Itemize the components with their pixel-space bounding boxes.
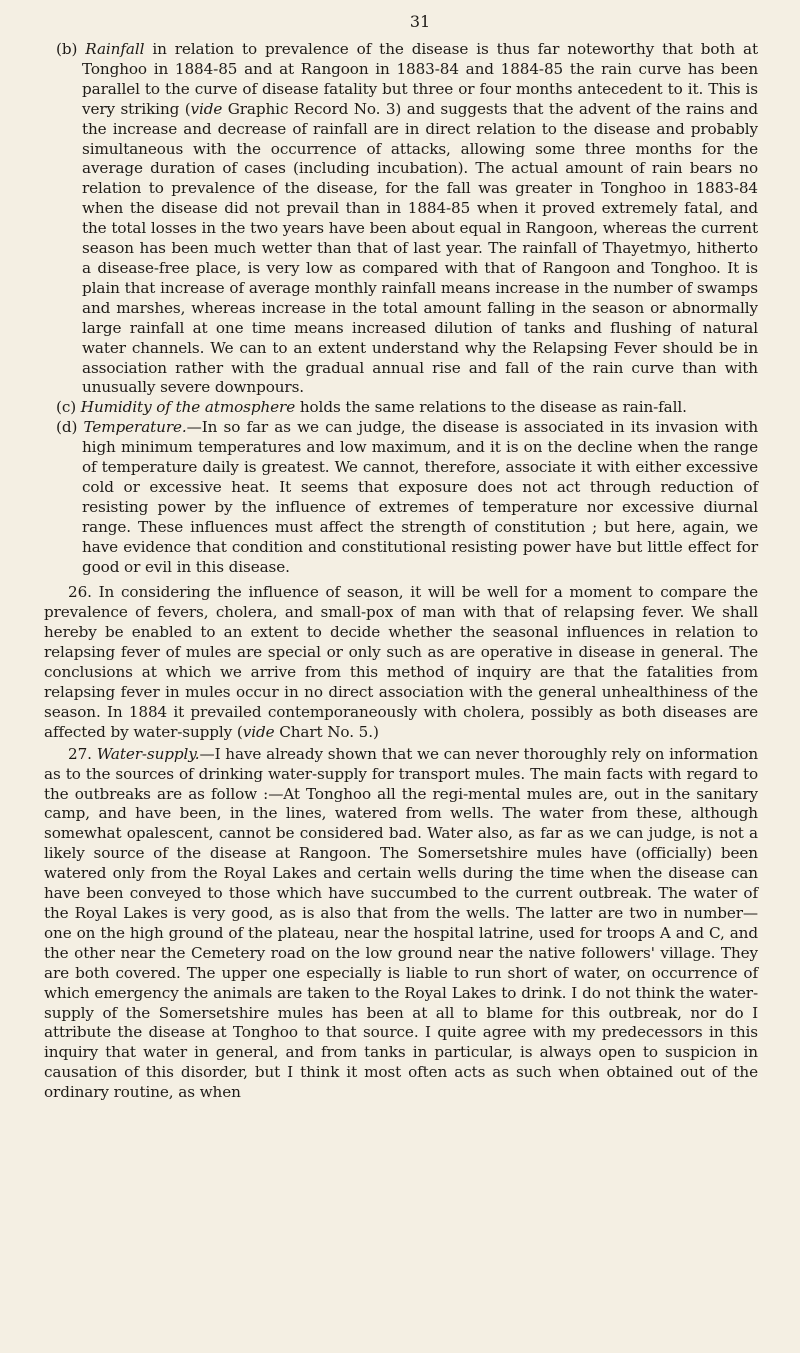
paragraph-c-humidity bbox=[56, 398, 758, 418]
season-text-1: 26. In considering the influence of season, it will be well for a moment to compare the prevalence of fevers, cholera, and small-pox of man with that of relapsing fever. We shall hereby be enabled to an extent to decide whether the seasonal influences in relation to relapsing fever of mules are special or only such as are operative in disease in general. The conclusions at which we arrive from this method of inquiry are that the fatalities from relapsing fever in mules occur in no direct association with the general unhealthiness of the season. In 1884 it prevailed contemporaneously with cholera, possibly as both diseases are affected by water-supply ( bbox=[44, 583, 758, 741]
rainfall-text-2: Graphic Record No. 3) and suggests that the advent of the rains and the increase and decrease of rainfall are in direct relation to the disease and probably simultaneous with the occurrence of attacks, allowing some three months for the average duration of cases (including incubation). The actual amount of rain bears no relation to prevalence of the disease, for the fall was greater in Tonghoo in 1883-84 when the disease did not prevail than in 1884-85 when it proved extremely fatal, and the total losses in the two years have been about equal in Rangoon, whereas the current season has been much wetter than that of last year. The rainfall of Thayetmyo, hitherto a disease-free place, is very low as compared with that of Rangoon and Tonghoo. It is plain that increase of average monthly rainfall means increase in the number of swamps and marshes, whereas increase in the total amount falling in the season or abnormally large rainfall at one time means increased dilution of tanks and flushing of natural water channels. We can to an extent understand why the Relapsing Fever should be in association rather with the gradual annual rise and fall of the rain curve than with unusually severe downpours. bbox=[82, 99, 758, 397]
item-label-b: (b) bbox=[56, 40, 78, 58]
temperature-text: —In so far as we can judge, the disease is associated in its invasion with high minimum temperatures and low maximum, and it is on the decline when the range of temperature daily is greatest. We cannot, therefore, associate it with either excessive cold or excessive heat. It seems that exposure does not act through reduction of resisting power by the influence of extremes of temperature nor excessive diurnal range. These influences must affect the strength of constitution ; but here, again, we have evidence that condition and constitutional resisting power have but little effect for good or evil in this disease. bbox=[82, 418, 759, 576]
paragraph-b-rainfall bbox=[56, 40, 759, 398]
heading-water-supply: Water-supply. bbox=[96, 744, 200, 763]
paragraph-27-number: 27. bbox=[68, 744, 97, 763]
water-supply-text: —I have already shown that we can never thoroughly rely on information as to the sources of drinking water-supply for transport mules. The main facts with regard to the outbreaks are as follow :—At Tonghoo all the regi-mental mules are, out in the sanitary camp, and have been, in the lines, watered from wells. The water from these, although somewhat opalescent, cannot be considered bad. Water also, as far as we can judge, is not a likely source of the disease at Rangoon. The Somersetshire mules have (officially) been watered only from the Royal Lakes and certain wells during the time when the disease can have been conveyed to those which have succumbed to the current outbreak. The water of the Royal Lakes is very good, as is also that from the wells. The latter are two in number—one on the high ground of the plateau, near the hospital latrine, used for troops A and C, and the other near the Cemetery road on the low ground near the native followers' village. They are both covered. The upper one especially is liable to run short of water, on occurrence of which emergency the animals are taken to the Royal Lakes to drink. I do not think the water-supply of the Somersetshire mules has been at all to blame for this outbreak, nor do I attribute the disease at Tonghoo to that source. I quite agree with my predecessors in this inquiry that water in general, and from tanks in particular, is always open to suspicion in causation of this disorder, but I think it most often acts as such when obtained out of the ordinary routine, as when bbox=[44, 744, 758, 1102]
heading-humidity: Humidity of the atmosphere bbox=[80, 398, 296, 417]
paragraph-26-season bbox=[44, 583, 758, 742]
humidity-text: holds the same relations to the disease as rain-fall. bbox=[295, 398, 687, 417]
paragraph-27-water-supply bbox=[44, 745, 758, 1103]
rainfall-text-1: in relation to prevalence of the disease is thus far noteworthy that both at Tonghoo in 1884-85 and at Rangoon in 1883-84 and 1884-85 the rain curve has been parallel to the curve of disease fatality but three or four months antecedent to it. This is very striking ( bbox=[82, 40, 759, 118]
page-number: 31 bbox=[409, 12, 431, 31]
vide-ref-2: vide bbox=[242, 722, 275, 741]
item-label-c: (c) bbox=[56, 398, 77, 417]
vide-ref-1: vide bbox=[190, 99, 223, 118]
heading-temperature: Temperature. bbox=[83, 418, 187, 437]
season-text-2: Chart No. 5.) bbox=[274, 722, 379, 741]
heading-rainfall: Rainfall bbox=[85, 40, 145, 58]
item-label-d: (d) bbox=[56, 418, 78, 437]
paragraph-d-temperature bbox=[56, 418, 759, 577]
